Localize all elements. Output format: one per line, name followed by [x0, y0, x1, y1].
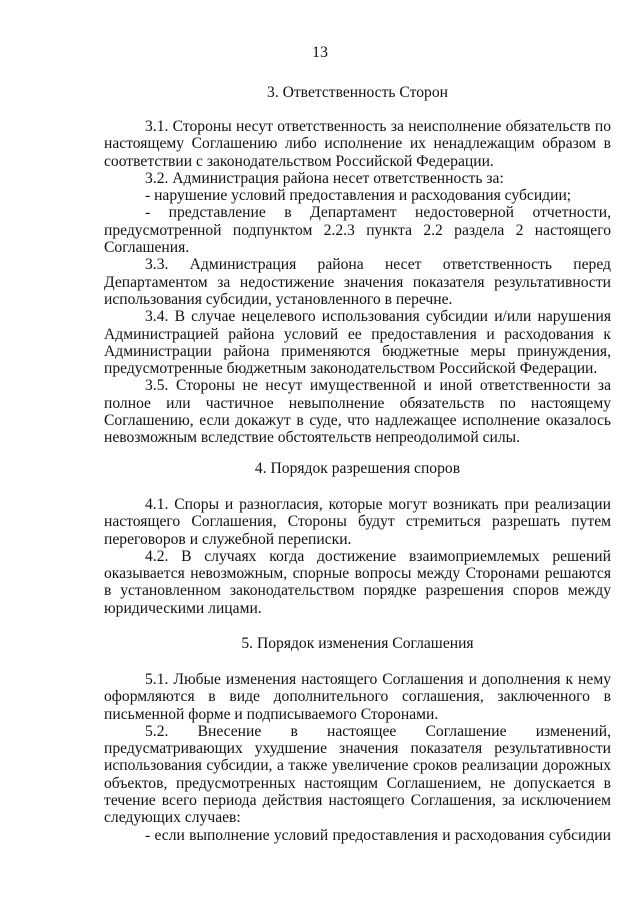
list-item-reporting: - представление в Департамент недостоверной отчетности, предусмотренной подпунктом 2.2.3 пункта 2.2 раздела 2 настоящего Соглашения. [104, 204, 611, 257]
section-heading-4: 4. Порядок разрешения споров [254, 460, 461, 477]
paragraph-4-1: 4.1. Споры и разногласия, которые могут возникать при реализации настоящего Соглашения, Стороны будут стремиться разрешать путем переговоров и служебной переписки. [104, 496, 611, 548]
section-heading-3: 3. Ответственность Сторон [267, 84, 448, 101]
list-item-violation: - нарушение условий предоставления и расходования субсидии; [145, 187, 572, 205]
section-body-5 [104, 671, 611, 844]
paragraph-5-2: 5.2. Внесение в настоящее Соглашение изменений, предусматривающих ухудшение значения показателя результативности использования субсидии, а также увеличение сроков реализации дорожных объектов, предусмотренных настоящим Соглашением, не допускается в течение всего периода действия настоящего Соглашения, за исключением следующих случаев: [104, 722, 611, 827]
paragraph-3-5: 3.5. Стороны не несут имущественной и иной ответственности за полное или частичное невыполнение обязательств по настоящему Соглашению, если докажут в суде, что надлежащее исполнение оказалось невозможным вследствие обстоятельств непреодолимой силы. [104, 377, 611, 447]
page-number: 13 [312, 44, 328, 61]
section-body-4 [104, 496, 611, 617]
paragraph-5-1: 5.1. Любые изменения настоящего Соглашения и дополнения к нему оформляются в виде дополнительного соглашения, заключенного в письменной форме и подписываемого Сторонами. [104, 671, 611, 723]
list-item-conditions: - если выполнение условий предоставления и расходования субсидии [145, 826, 611, 844]
paragraph-3-1: 3.1. Стороны несут ответственность за неисполнение обязательств по настоящему Соглашению либо исполнение их ненадлежащим образом в соответствии с законодательством Российской Федерации. [104, 118, 611, 170]
paragraph-3-4: 3.4. В случае нецелевого использования субсидии и/или нарушения Администрацией района условий ее предоставления и расходования к Администрации района применяются бюджетные меры принуждения, предусмотренные бюджетным законодательством Российской Федерации. [104, 308, 611, 378]
paragraph-4-2: 4.2. В случаях когда достижение взаимоприемлемых решений оказывается невозможным, спорные вопросы между Сторонами решаются в установленном законодательством порядке разрешения споров между юридическими лицами. [104, 547, 611, 617]
paragraph-3-2: 3.2. Администрация района несет ответственность за: [145, 169, 504, 187]
section-body-3 [104, 118, 611, 447]
paragraph-3-3: 3.3. Администрация района несет ответственность перед Департаментом за недостижение значения показателя результативности использования субсидии, установленного в перечне. [104, 256, 611, 308]
section-heading-5: 5. Порядок изменения Соглашения [241, 635, 474, 652]
